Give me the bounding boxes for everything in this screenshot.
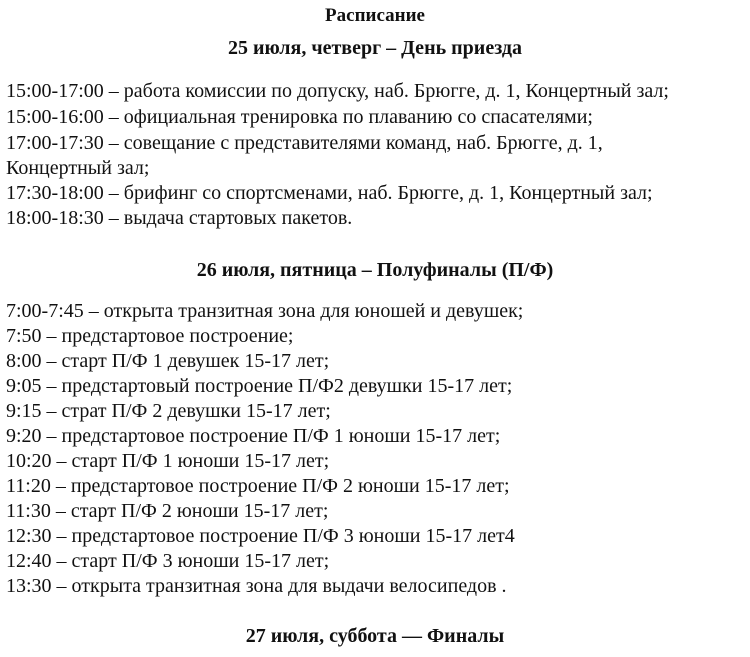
day2-line: 13:30 – открыта транзитная зона для выдачи велосипедов . bbox=[6, 575, 507, 597]
day1-line: 15:00-16:00 – официальная тренировка по плаванию со спасателями; bbox=[6, 106, 593, 128]
day3-heading: 27 июля, суббота — Финалы bbox=[245, 625, 505, 647]
day2-line: 12:30 – предстартовое построение П/Ф 3 юноши 15-17 лет4 bbox=[6, 525, 515, 547]
day2-line: 9:20 – предстартовое построение П/Ф 1 юноши 15-17 лет; bbox=[6, 425, 501, 447]
day1-line: 15:00-17:00 – работа комиссии по допуску, наб. Брюгге, д. 1, Концертный зал; bbox=[6, 80, 669, 102]
page-title: Расписание bbox=[325, 5, 425, 26]
day2-line: 7:00-7:45 – открыта транзитная зона для юношей и девушек; bbox=[6, 300, 524, 322]
day2-line: 9:05 – предстартовый построение П/Ф2 девушки 15-17 лет; bbox=[6, 375, 513, 397]
day2-line: 10:20 – старт П/Ф 1 юноши 15-17 лет; bbox=[6, 450, 330, 472]
day1-line: 17:00-17:30 – совещание с представителями команд, наб. Брюгге, д. 1, bbox=[6, 132, 603, 154]
day2-line: 11:30 – старт П/Ф 2 юноши 15-17 лет; bbox=[6, 500, 329, 522]
day2-line: 7:50 – предстартовое построение; bbox=[6, 325, 294, 347]
day1-heading: 25 июля, четверг – День приезда bbox=[227, 37, 523, 59]
day1-line: 17:30-18:00 – брифинг со спортсменами, наб. Брюгге, д. 1, Концертный зал; bbox=[6, 182, 653, 204]
day2-line: 11:20 – предстартовое построение П/Ф 2 юноши 15-17 лет; bbox=[6, 475, 510, 497]
day2-heading: 26 июля, пятница – Полуфиналы (П/Ф) bbox=[196, 259, 554, 281]
day2-line: 9:15 – страт П/Ф 2 девушки 15-17 лет; bbox=[6, 400, 331, 422]
day2-line: 12:40 – старт П/Ф 3 юноши 15-17 лет; bbox=[6, 550, 330, 572]
day1-line: 18:00-18:30 – выдача стартовых пакетов. bbox=[6, 207, 353, 229]
day2-line: 8:00 – старт П/Ф 1 девушек 15-17 лет; bbox=[6, 350, 330, 372]
day1-line: Концертный зал; bbox=[6, 157, 150, 179]
